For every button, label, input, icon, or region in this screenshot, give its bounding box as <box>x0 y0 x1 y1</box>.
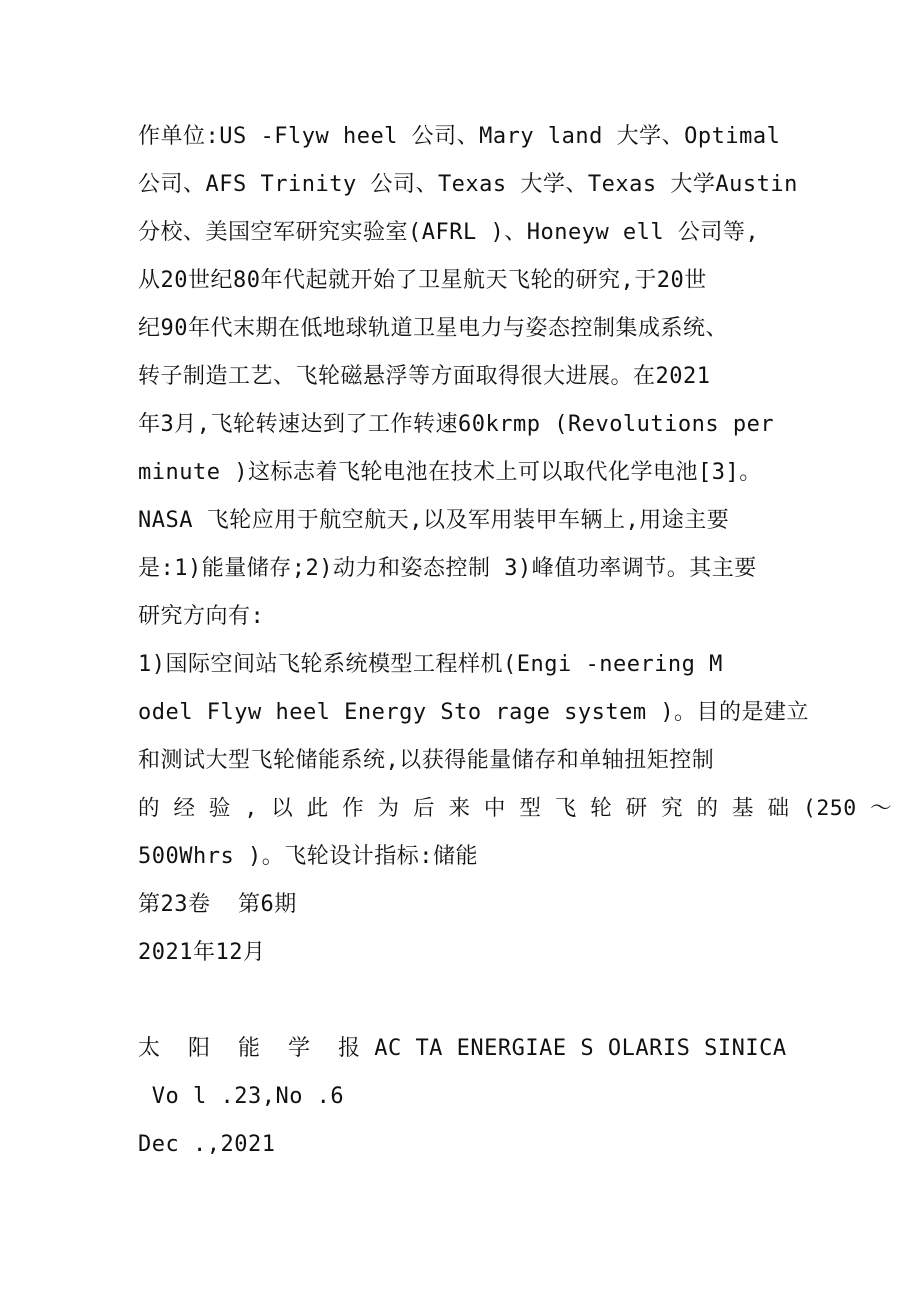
body-line-11: 研究方向有: <box>138 604 265 629</box>
body-line-8: minute )这标志着飞轮电池在技术上可以取代化学电池[3]。 <box>138 460 762 485</box>
body-line-15: 的 经 验 , 以 此 作 为 后 来 中 型 飞 轮 研 究 的 基 础 (250 ～ <box>138 796 893 821</box>
body-line-16: 500Whrs )。飞轮设计指标:储能 <box>138 844 478 869</box>
volume-issue-en: Vo l .23,No .6 <box>138 1084 345 1109</box>
body-line-3: 分校、美国空军研究实验室(AFRL )、Honeyw ell 公司等, <box>138 220 760 245</box>
body-line-13: odel Flyw heel Energy Sto rage system )。目的是建立 <box>138 700 810 725</box>
body-line-7: 年3月,飞轮转速达到了工作转速60krmp (Revolutions per <box>138 412 775 437</box>
body-line-12: 1)国际空间站飞轮系统模型工程样机(Engi -neering M <box>138 652 723 677</box>
date-en: Dec .,2021 <box>138 1132 276 1157</box>
body-line-9: NASA 飞轮应用于航空航天,以及军用装甲车辆上,用途主要 <box>138 508 730 533</box>
body-line-14: 和测试大型飞轮储能系统,以获得能量储存和单轴扭矩控制 <box>138 748 715 773</box>
body-line-6: 转子制造工艺、飞轮磁悬浮等方面取得很大进展。在2021 <box>138 364 711 389</box>
body-line-1: 作单位:US -Flyw heel 公司、Mary land 大学、Optimal <box>138 124 781 149</box>
body-line-10: 是:1)能量储存;2)动力和姿态控制 3)峰值功率调节。其主要 <box>138 556 757 581</box>
body-line-4: 从20世纪80年代起就开始了卫星航天飞轮的研究,于20世 <box>138 268 707 293</box>
volume-issue-cn: 第23卷 第6期 <box>138 892 297 917</box>
body-line-5: 纪90年代末期在低地球轨道卫星电力与姿态控制集成系统、 <box>138 316 728 341</box>
journal-name: 太 阳 能 学 报 AC TA ENERGIAE S OLARIS SINICA <box>138 1036 787 1061</box>
body-line-2: 公司、AFS Trinity 公司、Texas 大学、Texas 大学Austin <box>138 172 798 197</box>
date-cn: 2021年12月 <box>138 940 266 965</box>
